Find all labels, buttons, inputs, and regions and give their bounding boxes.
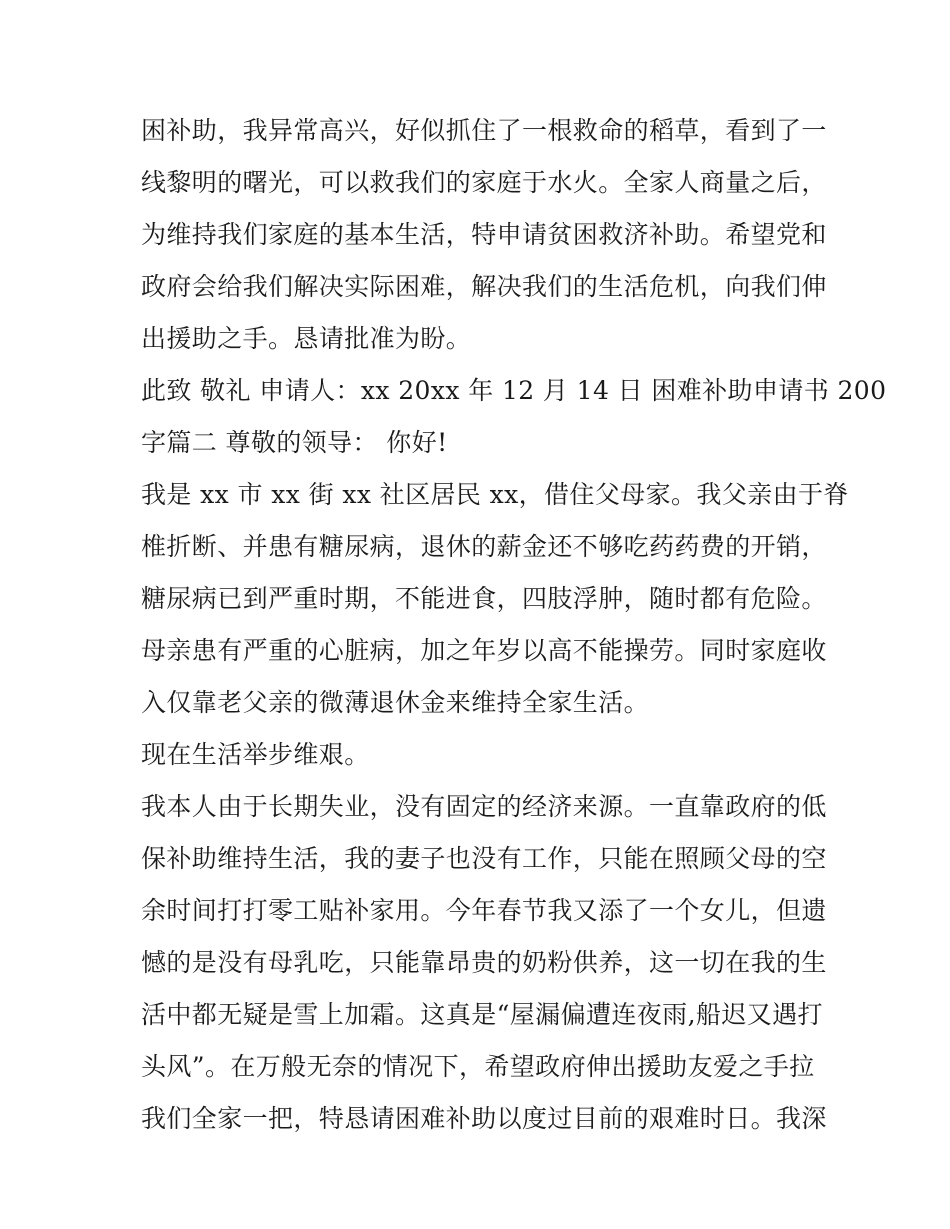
text-line: 活中都无疑是雪上加霜。这真是“屋漏偏遭连夜雨,船迟又遇打 [141,1000,823,1029]
text-line: 母亲患有严重的心脏病，加之年岁以高不能操劳。同时家庭收 [141,636,827,665]
text-line: 糖尿病已到严重时期，不能进食，四肢浮肿，随时都有危险。 [141,584,827,613]
text-line: 线黎明的曙光，可以救我们的家庭于水火。全家人商量之后， [141,168,827,197]
text-line: 余时间打打零工贴补家用。今年春节我又添了一个女儿，但遗 [141,896,827,925]
text-line: 字篇二 尊敬的领导： 你好! [141,428,448,457]
text-line: 头风”。在万般无奈的情况下，希望政府伸出援助友爱之手拉 [141,1052,815,1081]
text-line: 保补助维持生活，我的妻子也没有工作，只能在照顾父母的空 [141,844,827,873]
text-line: 政府会给我们解决实际困难，解决我们的生活危机，向我们伸 [141,272,827,301]
text-line: 为维持我们家庭的基本生活，特申请贫困救济补助。希望党和 [141,220,827,249]
text-line: 我们全家一把，特恳请困难补助以度过目前的艰难时日。我深 [141,1104,827,1133]
text-line: 现在生活举步维艰。 [141,740,370,769]
text-line: 困补助，我异常高兴，好似抓住了一根救命的稻草，看到了一 [141,116,827,145]
text-line: 入仅靠老父亲的微薄退休金来维持全家生活。 [141,688,650,717]
text-line: 憾的是没有母乳吃，只能靠昂贵的奶粉供养，这一切在我的生 [141,948,827,977]
text-line: 此致 敬礼 申请人：xx 20xx 年 12 月 14 日 困难补助申请书 200 [141,376,887,405]
text-line: 我是 xx 市 xx 街 xx 社区居民 xx，借住父母家。我父亲由于脊 [141,480,849,509]
document-body [141,105,887,1145]
text-line: 我本人由于长期失业，没有固定的经济来源。一直靠政府的低 [141,792,827,821]
text-line: 椎折断、并患有糖尿病，退休的薪金还不够吃药药费的开销， [141,532,827,561]
text-line: 出援助之手。恳请批准为盼。 [141,324,472,353]
